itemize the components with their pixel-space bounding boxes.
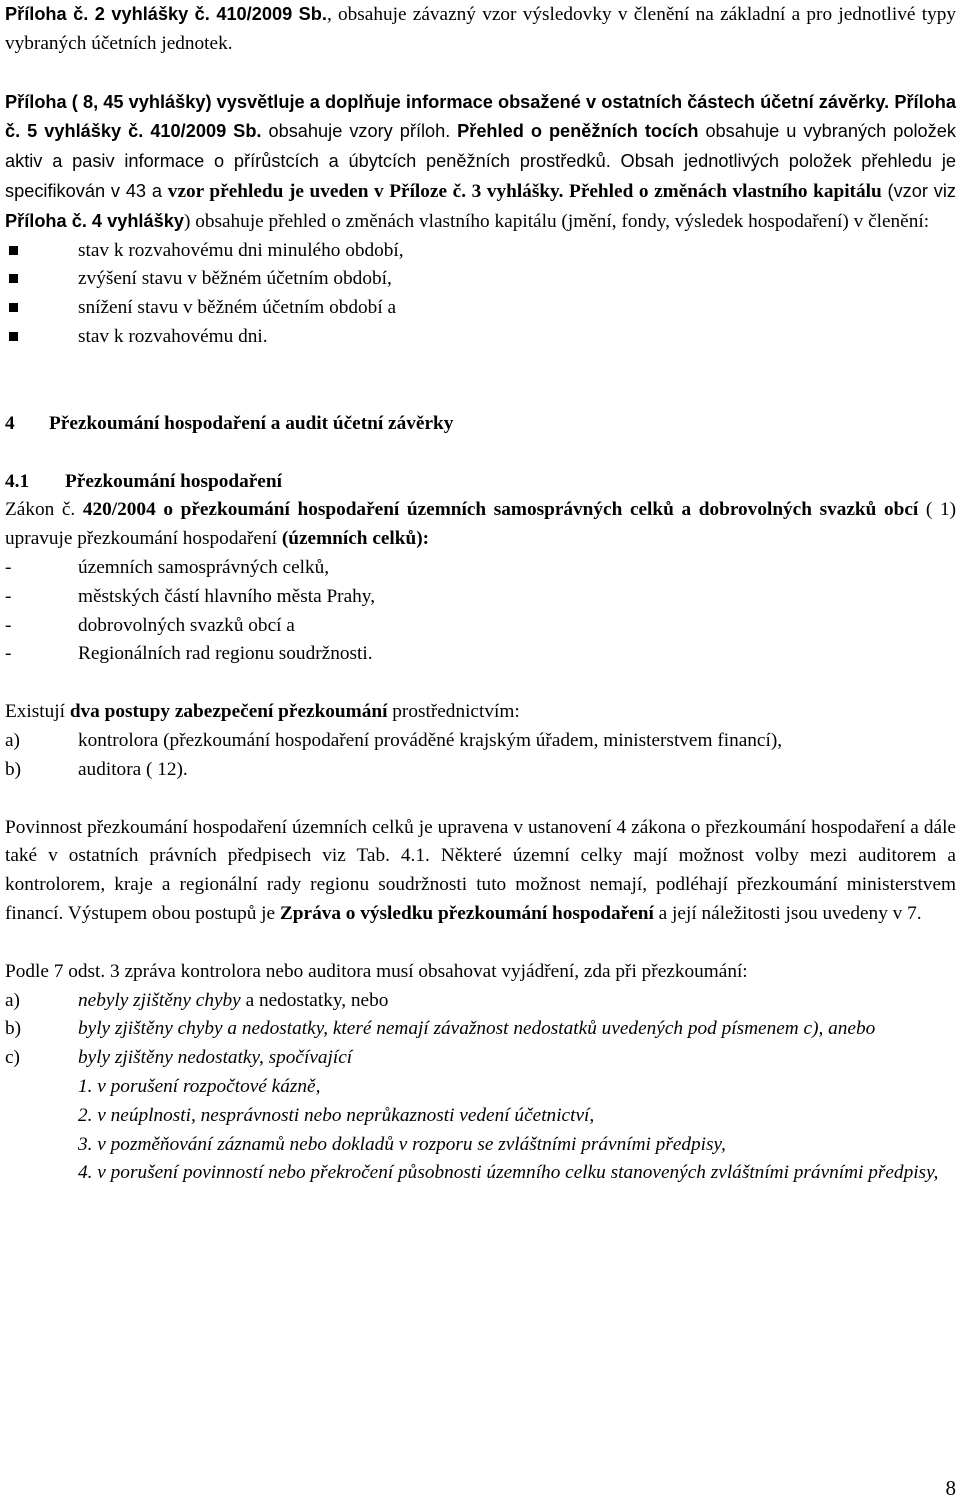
list-item [5,756,956,785]
bold-text: Přehled o peněžních tocích [457,121,699,142]
vyjadreni-list [5,987,956,1073]
section-title: Přezkoumání hospodaření a audit účetní závěrky [49,412,454,434]
list-item [5,640,956,669]
list-item-text: dobrovolných svazků obcí a [78,614,295,636]
bold-text: (územních celků): [281,528,430,550]
list-item-text: stav k rozvahovému dni minulého období, [78,239,404,261]
square-bullet-icon [9,274,18,283]
italic-text: 2. v neúplnosti, nesprávnosti nebo neprůkaznosti vedení účetnictví, [78,1104,595,1126]
list-item-text: územních samosprávných celků, [78,556,330,578]
list-item [5,1015,956,1044]
paragraph-povinnost [5,814,956,929]
text: , obsahuje závazný vzor výsledovky v členění na základní a pro jednotlivé typy vybraných účetních jednotek. [5,4,956,54]
list-item [5,237,956,266]
bold-text: Příloha č. 2 vyhlášky č. 410/2009 Sb. [5,4,327,24]
list-item-text: stav k rozvahovému dni. [78,325,268,347]
subsection-title: Přezkoumání hospodaření [65,470,282,492]
list-marker: a) [5,729,20,751]
bold-text: Přehled o změnách vlastního kapitálu [563,180,882,202]
text: Zákon č. [5,499,83,521]
paragraph-podle: Podle 7 odst. 3 zpráva kontrolora nebo auditora musí obsahovat vyjádření, zda při přezkoumání: [5,960,748,982]
dash-marker: - [5,643,12,665]
list-item [5,612,956,641]
text: ( 1) upravuje přezkoumání hospodaření [5,499,957,550]
italic-text: 4. v porušení povinností nebo překročení působnosti územního celku stanovených zvláštními právními předpisy, [78,1162,939,1184]
bold-text: Příloha ( 8, 45 vyhlášky) vysvětluje a doplňuje informace obsažené v ostatních částech účetní závěrky. Příloha č. 5 vyhlášky č. 410/2009 Sb. [5,91,956,142]
list-item [5,1159,956,1188]
text: (vzor viz [881,180,956,201]
list-marker: a) [5,989,20,1011]
list-marker: c) [5,1047,20,1069]
subsection-heading [5,468,956,497]
list-item-text: snížení stavu v běžném účetním období a [78,297,397,319]
italic-text: 1. v porušení rozpočtové kázně, [78,1075,321,1097]
page-number: 8 [945,1476,956,1500]
sub-list [5,1073,956,1188]
text: a nedostatky, nebo [240,989,389,1011]
list-item [5,1073,956,1102]
text: a její náležitosti jsou uvedeny v 7. [653,902,922,924]
list-marker: b) [5,1018,22,1040]
text: Existují [5,701,70,723]
list-item-text: městských částí hlavního města Prahy, [78,585,376,607]
dash-marker: - [5,614,12,636]
bold-text: Příloha č. 4 vyhlášky [5,210,184,231]
bold-text: vzor přehledu je uveden v Příloze č. 3 vyhlášky. [167,180,564,202]
paragraph-postupy [5,698,956,727]
text: Obsah jednotlivých položek přehledu je specifikován v 43 a [5,151,956,201]
list-item [5,1131,956,1160]
square-bullet-icon [9,303,18,312]
bold-text: Zpráva o výsledku přezkoumání hospodaření [279,902,654,924]
dash-marker: - [5,585,12,607]
text: obsahuje u vybraných položek aktiv a pasiv informace o přírůstcích a úbytcích peněžních prostředků. [5,121,956,172]
italic-text: 3. v pozměňování záznamů nebo dokladů v rozporu se zvláštními právními předpisy, [78,1133,726,1155]
list-item [5,583,956,612]
text: ) obsahuje přehled o změnách vlastního kapitálu (jmění, fondy, výsledek hospodaření) v členění: [183,210,930,232]
dash-marker: - [5,556,12,578]
list-item [5,294,956,323]
text: prostřednictvím: [387,701,520,723]
subsection-number: 4.1 [5,470,30,492]
list-item [5,1102,956,1131]
italic-text: nebyly zjištěny chyby [78,989,241,1011]
list-marker: b) [5,758,22,780]
square-bullet-icon [9,246,18,255]
bullet-list [5,237,956,352]
italic-text: byly zjištěny chyby a nedostatky, které nemají závažnost nedostatků uvedených pod písmenem c), anebo [78,1018,876,1040]
text: Povinnost přezkoumání hospodaření územních celků je upravena v ustanovení 4 zákona o přezkoumání hospodaření a dále také v ostatních právních předpisech viz Tab. 4.1. Některé územní celky mají možnost volby mezi auditorem a kontrolorem, kraje a regionální rady regionu soudržnosti tuto možnost nemají, podléhají přezkoumání ministerstvem financí. Výstupem obou postupů je [5,816,956,924]
list-item [5,554,956,583]
list-item [5,323,956,352]
list-item-text: auditora ( 12). [78,758,188,780]
bold-text: dva postupy zabezpečení přezkoumání [69,701,388,723]
text: obsahuje vzory příloh. [261,121,451,142]
paragraph-zakon [5,496,956,554]
list-item-text: Regionálních rad regionu soudržnosti. [78,643,373,665]
list-item-text: kontrolora (přezkoumání hospodaření prováděné krajským úřadem, ministerstvem financí), [78,729,783,751]
paragraph-priloha [5,88,956,237]
italic-text: byly zjištěny nedostatky, spočívající [78,1047,353,1069]
list-item [5,987,956,1016]
postupy-list [5,727,956,785]
list-item-text: zvýšení stavu v běžném účetním období, [78,268,392,290]
list-item [5,727,956,756]
square-bullet-icon [9,332,18,341]
bold-text: 420/2004 o přezkoumání hospodaření územních samosprávných celků a dobrovolných svazků obcí [82,499,919,521]
section-heading [5,410,956,439]
section-number: 4 [5,412,15,434]
dash-list [5,554,956,669]
list-item [5,1044,956,1073]
list-item [5,265,956,294]
paragraph-priloha-2 [5,0,956,59]
